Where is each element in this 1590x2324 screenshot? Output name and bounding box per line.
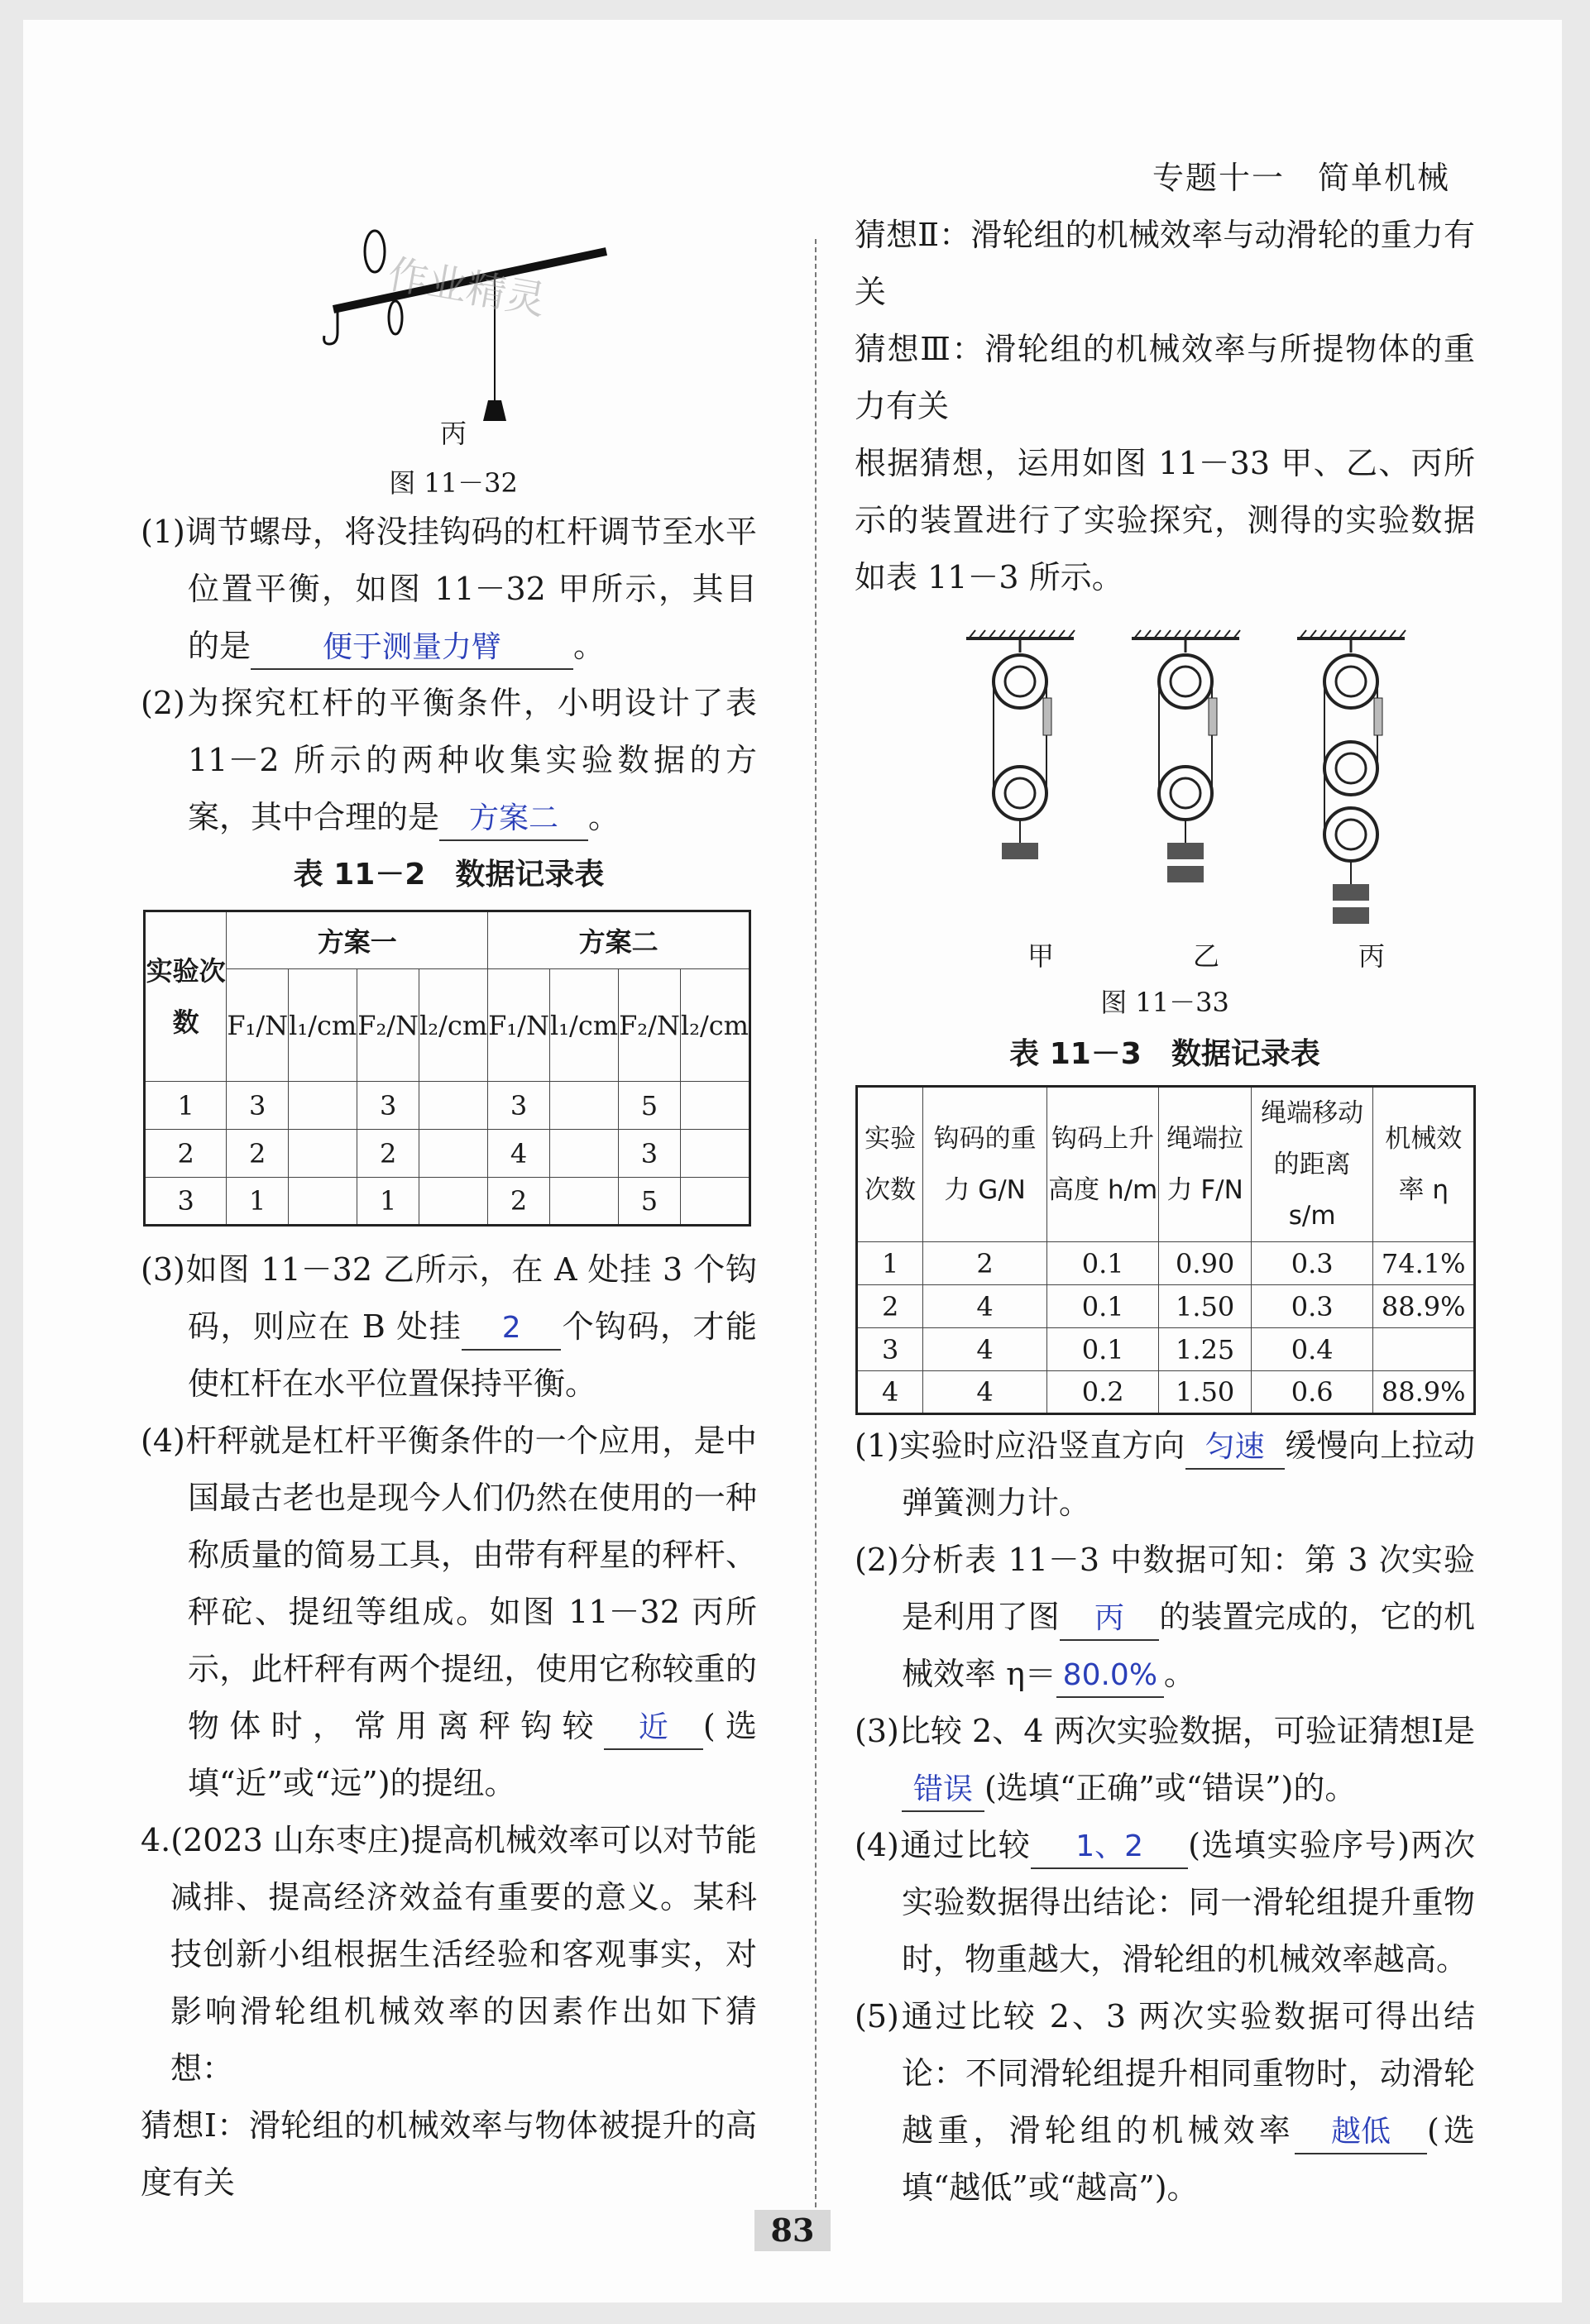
table-cell: [289, 1130, 357, 1178]
figure-label: 丙: [439, 418, 467, 449]
fixed-pulley: [1159, 655, 1212, 708]
group-header: 方案一: [227, 911, 488, 969]
question-paragraph: [855, 1532, 1475, 1703]
table-cell: [549, 1178, 618, 1226]
question-text: (4)通过比较: [855, 1827, 1032, 1863]
column-header: l₁/cm: [289, 969, 357, 1082]
question-text: (选填“近”或“远”)的提纽。: [188, 1708, 757, 1801]
movable-pulley-inner: [1005, 778, 1035, 808]
table-cell: 88.9%: [1373, 1285, 1475, 1328]
table-cell: 0.3: [1251, 1242, 1373, 1285]
question-paragraph: [141, 504, 757, 675]
table-cell: [1373, 1328, 1475, 1371]
question-text: (1)实验时应沿竖直方向: [855, 1427, 1185, 1464]
answer-blank: 2: [462, 1308, 561, 1351]
table-cell: 1: [145, 1082, 227, 1130]
question-paragraph: [141, 1241, 757, 1413]
question-text: 个钩码，才能使杠杆在水平位置保持平衡。: [188, 1308, 757, 1402]
spring-scale: [1043, 698, 1051, 735]
column-divider: [815, 239, 817, 2216]
table-cell: 0.1: [1046, 1328, 1159, 1371]
table-11-3: [855, 1085, 1476, 1415]
question-text: (2)为探究杠杆的平衡条件，小明设计了表 11－2 所示的两种收集实验数据的方案，其中合理的是: [141, 685, 757, 835]
table-row: [857, 1328, 1475, 1371]
fixed-pulley: [1324, 655, 1377, 708]
question-text: 4.(2023 山东枣庄)提高机械效率可以对节能减排、提高经济效益有重要的意义。某科技创新小组根据生活经验和客观事实，对影响滑轮组机械效率的因素作出如下猜想：: [141, 1822, 757, 2087]
table-cell: 4: [488, 1130, 550, 1178]
column-header: 绳端移动的距离 s/m: [1251, 1087, 1373, 1242]
question-paragraph: [141, 675, 757, 846]
movable-pulley: [1324, 808, 1377, 861]
question-text: 。: [588, 799, 620, 835]
column-header: 钩码的重力 G/N: [923, 1087, 1047, 1242]
table-cell: 1: [857, 1242, 923, 1285]
table-cell: 4: [923, 1328, 1047, 1371]
table-cell: 5: [619, 1082, 681, 1130]
column-header: 实验次数: [857, 1087, 923, 1242]
question-paragraph: [855, 1703, 1475, 1817]
table-11-3-title: 表 11－3 数据记录表: [1009, 1037, 1320, 1071]
question-paragraph: [855, 321, 1475, 435]
column-header: F₂/N: [619, 969, 681, 1082]
question-text: (2)分析表 11－3 中数据可知：第 3 次实验是利用了图: [855, 1542, 1475, 1635]
group-header: 方案二: [488, 911, 750, 969]
figure-label: 丙: [1358, 940, 1385, 972]
fixed-pulley-inner: [1336, 667, 1366, 696]
pulley-systems-figure: [933, 615, 1446, 930]
table-cell: 1: [227, 1178, 289, 1226]
table-11-2-title: 表 11－2 数据记录表: [293, 858, 605, 892]
column-header: F₁/N: [488, 969, 550, 1082]
table-cell: 3: [227, 1082, 289, 1130]
column-header: l₂/cm: [419, 969, 488, 1082]
table-11-2: [143, 910, 751, 1227]
table-cell: 0.4: [1251, 1328, 1373, 1371]
answer-blank: 匀速: [1185, 1427, 1285, 1470]
spring-scale: [1374, 698, 1382, 735]
table-cell: [680, 1082, 750, 1130]
table-cell: 2: [857, 1285, 923, 1328]
fixed-pulley-inner: [1171, 667, 1200, 696]
answer-blank: 方案二: [439, 798, 588, 841]
question-paragraph: [141, 1812, 757, 2097]
table-cell: 2: [923, 1242, 1047, 1285]
answer-blank: 80.0%: [1056, 1655, 1164, 1698]
question-paragraph: [855, 1817, 1475, 1988]
table-cell: [289, 1178, 357, 1226]
table-cell: 2: [227, 1130, 289, 1178]
table-row: [145, 1082, 750, 1130]
question-text: (3)如图 11－32 乙所示，在 A 处挂 3 个钩码，则应在 B 处挂: [141, 1251, 757, 1345]
page-number: 83: [754, 2210, 831, 2251]
spring-scale: [1209, 698, 1217, 735]
table-cell: 0.90: [1159, 1242, 1251, 1285]
question-text: 缓慢向上拉动弹簧测力计。: [902, 1427, 1475, 1521]
table-cell: [419, 1178, 488, 1226]
table-row: [145, 1178, 750, 1226]
movable-pulley: [994, 767, 1046, 820]
question-paragraph: [855, 435, 1475, 606]
question-paragraph: [855, 1988, 1475, 2216]
answer-blank: 错误: [902, 1769, 984, 1812]
column-header: F₁/N: [227, 969, 289, 1082]
movable-pulley-inner: [1336, 753, 1366, 783]
question-text: (5)通过比较 2、3 两次实验数据可得出结论：不同滑轮组提升相同重物时，动滑轮越重，滑轮组的机械效率: [855, 1998, 1475, 2149]
table-cell: 0.3: [1251, 1285, 1373, 1328]
table-cell: 88.9%: [1373, 1371, 1475, 1414]
watermark: 作业精灵: [384, 251, 549, 325]
answer-blank: 便于测量力臂: [251, 627, 573, 670]
question-text: 猜想Ⅲ：滑轮组的机械效率与所提物体的重力有关: [855, 331, 1475, 424]
section-header: 专题十一 简单机械: [1152, 160, 1450, 196]
table-row: [857, 1371, 1475, 1414]
weight: [1002, 843, 1038, 859]
question-text: (选填“正确”或“错误”)的。: [984, 1770, 1357, 1806]
question-text: (4)杆秤就是杠杆平衡条件的一个应用，是中国最古老也是现今人们仍然在使用的一种称质量的简易工具，由带有秤星的秤杆、秤砣、提纽等组成。如图 11－32 丙所示，此杆秤有两个提纽，使用它称较重的物体时，常用离秤钩较: [141, 1423, 757, 1744]
table-cell: 0.2: [1046, 1371, 1159, 1414]
column-header: F₂/N: [357, 969, 419, 1082]
table-cell: 1.50: [1159, 1285, 1251, 1328]
column-header: 绳端拉力 F/N: [1159, 1087, 1251, 1242]
movable-pulley-inner: [1336, 820, 1366, 849]
question-text: (3)比较 2、4 两次实验数据，可验证猜想Ⅰ是: [855, 1713, 1475, 1749]
right-paragraphs-a: [855, 207, 1475, 606]
column-header: l₂/cm: [680, 969, 750, 1082]
table-cell: 3: [857, 1328, 923, 1371]
table-row: [857, 1285, 1475, 1328]
table-cell: 4: [923, 1371, 1047, 1414]
column-header: l₁/cm: [549, 969, 618, 1082]
table-cell: [549, 1082, 618, 1130]
question-text: 的装置完成的，它的机械效率 η＝: [902, 1599, 1475, 1692]
question-paragraph: [141, 2097, 757, 2212]
table-cell: 74.1%: [1373, 1242, 1475, 1285]
table-row: [857, 1242, 1475, 1285]
table-cell: 0.6: [1251, 1371, 1373, 1414]
table-cell: 3: [145, 1178, 227, 1226]
question-text: 。: [1163, 1656, 1195, 1692]
table-cell: 4: [857, 1371, 923, 1414]
table-cell: 3: [488, 1082, 550, 1130]
table-cell: 1.50: [1159, 1371, 1251, 1414]
table-cell: 0.1: [1046, 1242, 1159, 1285]
table-cell: 2: [488, 1178, 550, 1226]
table-cell: [419, 1082, 488, 1130]
table-row: [145, 1130, 750, 1178]
fixed-pulley: [994, 655, 1046, 708]
column-header: 机械效率 η: [1373, 1087, 1475, 1242]
column-header: 实验次数: [145, 911, 227, 1082]
weight: [1333, 884, 1369, 901]
table-cell: 1.25: [1159, 1328, 1251, 1371]
table-cell: 0.1: [1046, 1285, 1159, 1328]
textbook-page: [23, 20, 1562, 2302]
table-cell: [680, 1130, 750, 1178]
question-text: 猜想Ⅰ：滑轮组的机械效率与物体被提升的高度有关: [141, 2107, 757, 2201]
table-cell: 2: [145, 1130, 227, 1178]
question-text: 根据猜想，运用如图 11－33 甲、乙、丙所示的装置进行了实验探究，测得的实验数据如表 11－3 所示。: [855, 445, 1475, 595]
figure-caption: 图 11－32: [389, 467, 518, 499]
left-questions-a: [141, 504, 757, 846]
table-cell: [419, 1130, 488, 1178]
question-text: (1)调节螺母，将没挂钩码的杠杆调节至水平位置平衡，如图 11－32 甲所示，其目的是: [141, 514, 757, 664]
answer-blank: 1、2: [1031, 1826, 1188, 1869]
movable-pulley: [1159, 767, 1212, 820]
answer-blank: 近: [604, 1707, 703, 1750]
question-paragraph: [855, 1418, 1475, 1532]
movable-pulley-inner: [1171, 778, 1200, 808]
table-cell: 3: [357, 1082, 419, 1130]
right-questions-b: [855, 1418, 1475, 2216]
left-questions-b: [141, 1241, 757, 2212]
figure-label: 甲: [1027, 940, 1054, 972]
weight: [1167, 843, 1204, 859]
question-text: 。: [573, 628, 606, 664]
figure-label: 乙: [1192, 940, 1219, 972]
weight: [1167, 866, 1204, 882]
table-cell: 1: [357, 1178, 419, 1226]
fixed-pulley-inner: [1005, 667, 1035, 696]
table-cell: 4: [923, 1285, 1047, 1328]
movable-pulley: [1324, 742, 1377, 795]
answer-blank: 越低: [1295, 2111, 1427, 2154]
table-cell: 5: [619, 1178, 681, 1226]
table-cell: 3: [619, 1130, 681, 1178]
table-cell: [680, 1178, 750, 1226]
table-cell: [289, 1082, 357, 1130]
table-cell: [549, 1130, 618, 1178]
figure-caption: 图 11－33: [1100, 987, 1229, 1018]
question-text: 猜想Ⅱ：滑轮组的机械效率与动滑轮的重力有关: [855, 217, 1475, 310]
answer-blank: 丙: [1060, 1598, 1159, 1641]
question-text: (选填“越低”或“越高”)。: [902, 2112, 1475, 2206]
weight: [1333, 907, 1369, 924]
question-paragraph: [141, 1413, 757, 1812]
table-cell: 2: [357, 1130, 419, 1178]
column-header: 钩码上升高度 h/m: [1046, 1087, 1159, 1242]
question-text: (选填实验序号)两次实验数据得出结论：同一滑轮组提升重物时，物重越大，滑轮组的机械效率越高。: [902, 1827, 1475, 1977]
question-paragraph: [855, 207, 1475, 321]
